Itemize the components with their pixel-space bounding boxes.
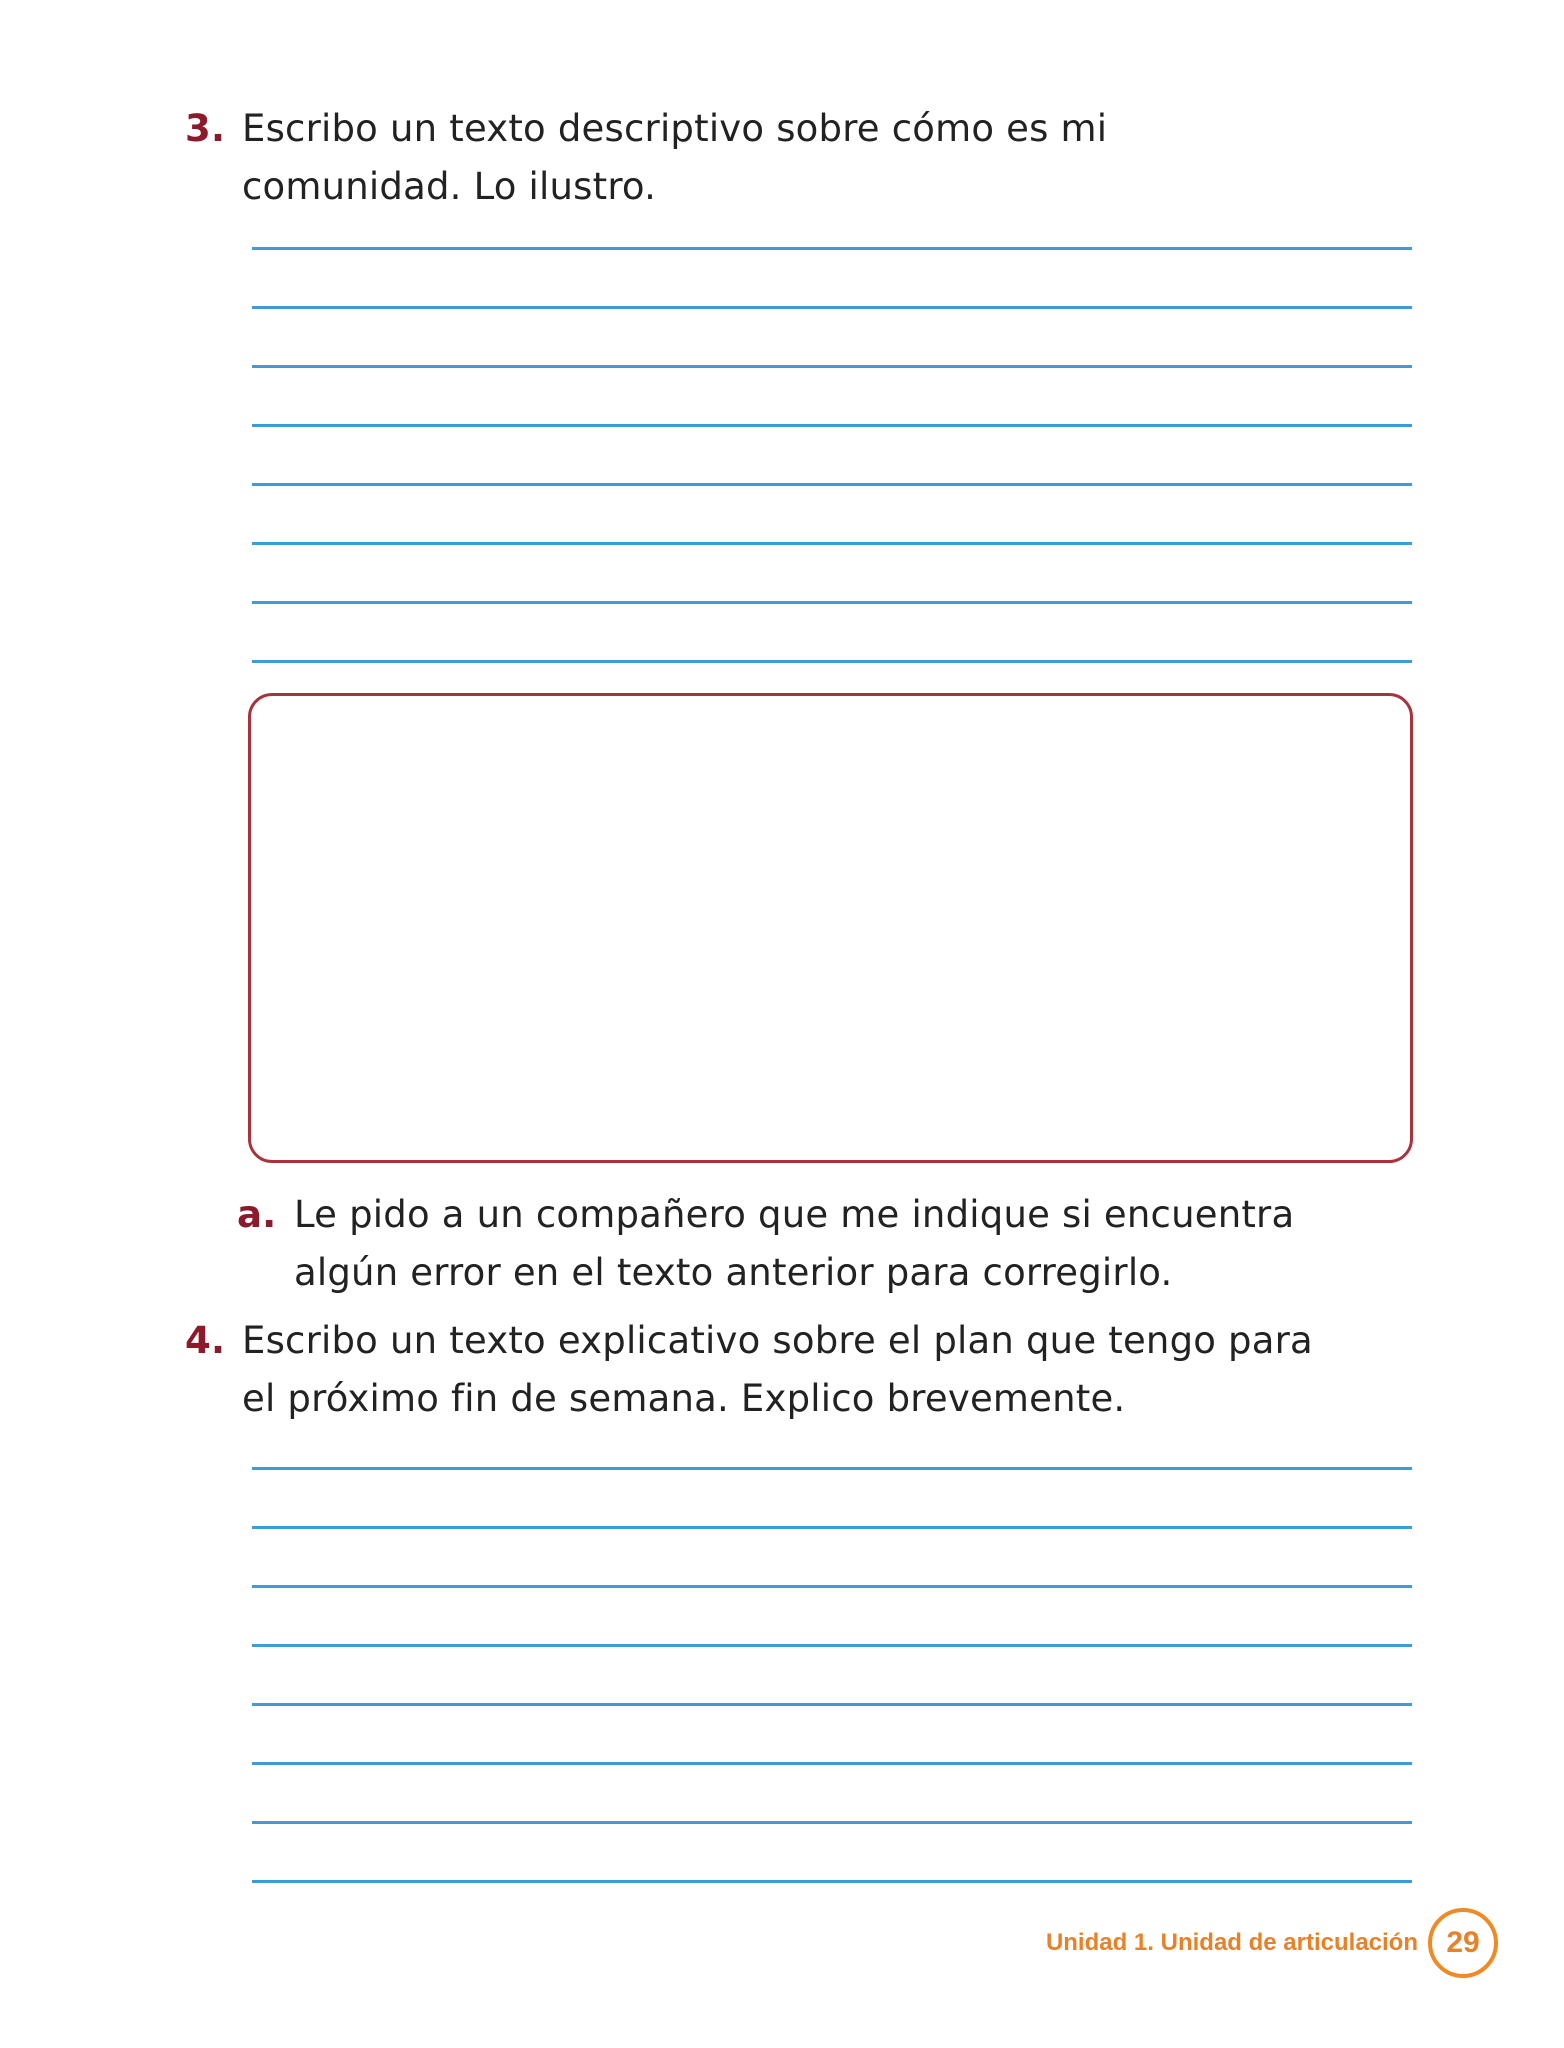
writing-line[interactable] — [252, 1765, 1412, 1824]
exercise-4-writing-lines[interactable] — [252, 1411, 1412, 1883]
writing-line[interactable] — [252, 1470, 1412, 1529]
page-footer — [1046, 1908, 1498, 1978]
writing-line[interactable] — [252, 1647, 1412, 1706]
writing-line[interactable] — [252, 1529, 1412, 1588]
writing-line[interactable] — [252, 427, 1412, 486]
exercise-3a — [237, 1186, 1347, 1302]
writing-line[interactable] — [252, 1824, 1412, 1883]
writing-line[interactable] — [252, 309, 1412, 368]
exercise-3-prompt: Escribo un texto descriptivo sobre cómo es mi comunidad. Lo ilustro. — [242, 107, 1108, 208]
exercise-3-number: 3. — [185, 107, 226, 150]
writing-line[interactable] — [252, 486, 1412, 545]
writing-line[interactable] — [252, 250, 1412, 309]
writing-line[interactable] — [252, 368, 1412, 427]
exercise-3-writing-lines[interactable] — [252, 191, 1412, 663]
writing-line[interactable] — [252, 1588, 1412, 1647]
writing-line[interactable] — [252, 545, 1412, 604]
exercise-3a-prompt: Le pido a un compañero que me indique si encuentra algún error en el texto anterior para corregirlo. — [294, 1193, 1295, 1294]
writing-line[interactable] — [252, 191, 1412, 250]
unit-label: Unidad 1. Unidad de articulación — [1045, 1929, 1418, 1956]
writing-line[interactable] — [252, 604, 1412, 663]
exercise-4-number: 4. — [185, 1319, 226, 1362]
page-number-badge: 29 — [1428, 1908, 1498, 1978]
exercise-3a-letter: a. — [237, 1193, 277, 1236]
writing-line[interactable] — [252, 1706, 1412, 1765]
writing-line[interactable] — [252, 1411, 1412, 1470]
exercise-4-prompt: Escribo un texto explicativo sobre el plan que tengo para el próximo fin de semana. Explico brevemente. — [242, 1319, 1313, 1420]
illustration-box[interactable] — [248, 693, 1413, 1163]
